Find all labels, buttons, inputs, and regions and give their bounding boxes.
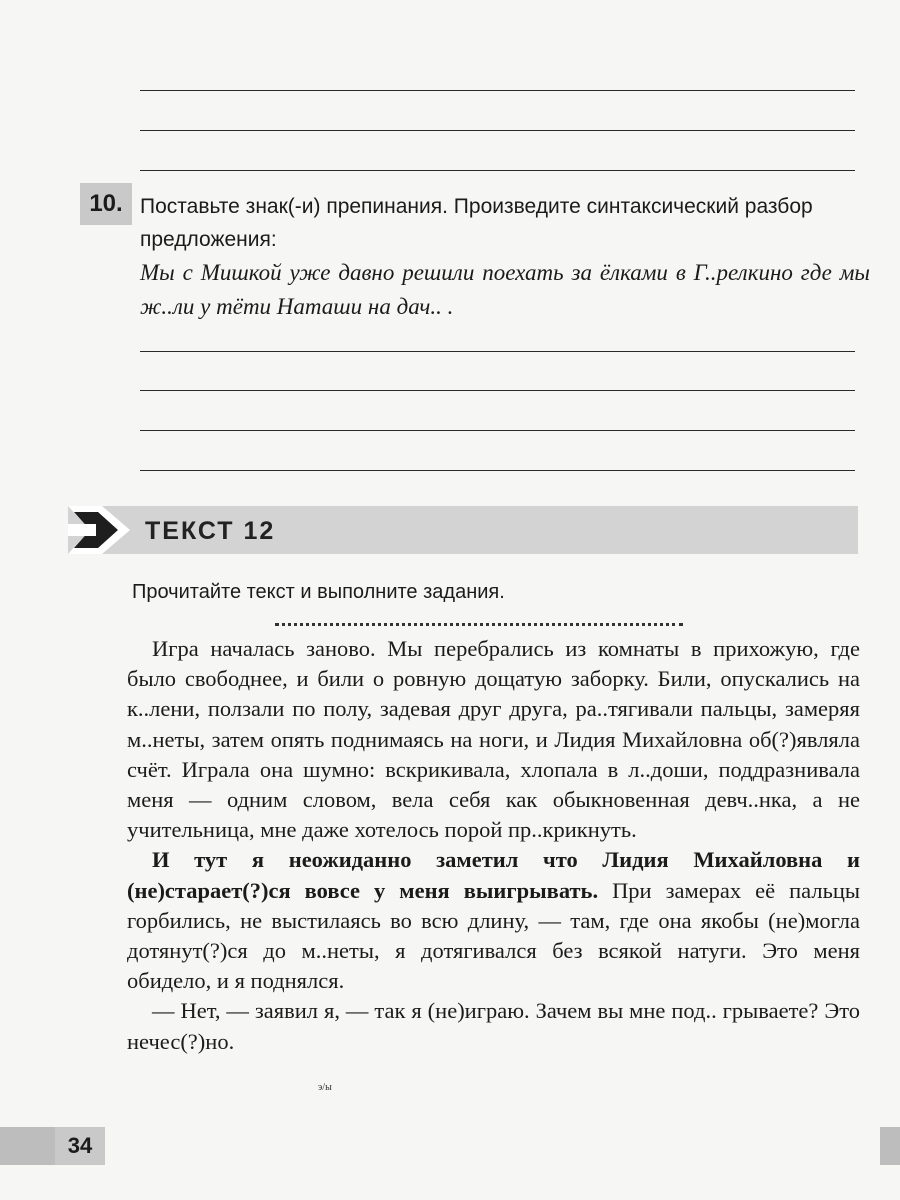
footer-bar-left (0, 1127, 55, 1165)
task-instruction: Поставьте знак(-и) препинания. Произведите синтаксический разбор предложения: (140, 195, 813, 251)
answer-line[interactable] (140, 90, 855, 91)
section-title: ТЕКСТ 12 (145, 517, 276, 545)
paragraph-3: — Нет, — заявил я, — так я (не)играю. Зачем вы мне под.. грываете? Это нечес(?)но. (127, 998, 860, 1054)
superscript-note: э/ы (318, 1082, 332, 1093)
task-number: 10. (80, 183, 132, 225)
footer-bar-right (880, 1127, 900, 1165)
answer-line[interactable] (140, 430, 855, 431)
answer-line[interactable] (140, 470, 855, 471)
paragraph-1: Игра началась заново. Мы перебрались из комнаты в прихожую, где было свободнее, и били о ровную дощатую заборку. Били, опускались на к..лени, ползали по полу, задевая друг друга, ра..тягивали пальцы, замеряя м..неты, затем опять поднимаясь на ноги, и Лидия Михайловна об(?)являла счёт. Играла она шумно: вскрикивала, хлопала в л..доши, поддразнивала меня — одним словом, вела себя как обыкновенная девч..нка, а не учительница, мне даже хотелось порой пр..крикнуть. (127, 636, 860, 843)
reading-text (127, 634, 860, 1057)
paragraph-2-bold: И тут я неожиданно заметил что Лидия Михайловна и (не)старает(?)ся вовсе у меня выигрывать. (127, 847, 860, 903)
task-sentence: Мы с Мишкой уже давно решили поехать за ёлками в Г..релкино где мы ж..ли у тёти Наташи на дач.. . (140, 260, 870, 319)
page-number: 34 (55, 1127, 105, 1165)
arrow-right-icon (68, 506, 130, 554)
answer-line[interactable] (140, 390, 855, 391)
paragraph-2-rest: При замерах её пальцы горбились, не выстилаясь во всю длину, — там, где она якобы (не)могла дотянут(?)ся до м..неты, я дотягивался без всякой натуги. Это меня обидело, и я поднялся. (127, 877, 860, 994)
answer-line[interactable] (140, 170, 855, 171)
answer-line[interactable] (140, 130, 855, 131)
paragraph-2 (127, 845, 860, 996)
reading-instruction: Прочитайте текст и выполните задания. (132, 581, 505, 603)
dotted-divider (275, 623, 683, 626)
answer-line[interactable] (140, 351, 855, 352)
